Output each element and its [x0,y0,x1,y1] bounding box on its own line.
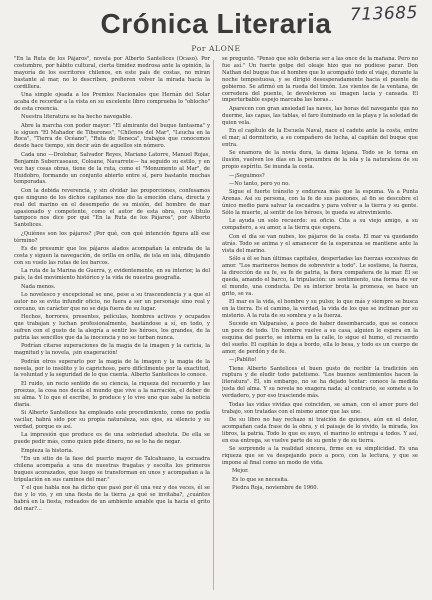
closing-line: Mejor. [232,468,249,475]
paragraph: "En la Ruta de los Pájaros", novela por Alberto Santelices (Ocaso). Por costumbre, por hábito cultural, cierta timidez medrosa ante la opinión, la mayoría de los escritores chilenos, en este país de costas, no miran bastante al mar, no lo describen, prefieren volver la mirada hacia la cordillera. [14,56,210,90]
column-divider [213,60,214,590]
paragraph: En el capítulo de la Escuela Naval, nace el cadete ante la costa, entre el mar, al dormitorio, a su compañero de lucha, al capitán del buque que entra. [222,128,418,148]
paragraph: Sigue el fuerte tránsito y endureza más que la espuma. Va a Punta Arenas. Así su persona, con la fe de sus pasiones, al fin se descubre el único medio para salvar la escuadra y para volver a la tierra y su gente. Sólo la muerte, al sentir de los héroes, le queda su atrevimiento. [222,189,418,217]
paragraph: Nada menos. [21,283,56,290]
paragraph: Es de presumir que los pájaros alados acompañan la entrada de la costa y siguen la navegación, de orilla en orilla, de isla en isla, dibujando con su vuelo las rutas de los barcos. [14,246,210,266]
paragraph: Empieza la historia. [21,447,74,454]
article-column-left [14,56,210,596]
dateline: Piedra Roja, noviembre de 1960. [232,485,319,492]
page-title: Crónica Literaria [100,8,332,39]
paragraph: El mar es la vida, el hombre y su pulso; lo que más y siempre se busca en la tierra. Es el camino, la verdad, la vida de los que se inclinan por su misterio. A la ruta de su sombra y a la fuerza. [222,298,418,319]
paragraph: se preguntó. "Pensó que sólo debería ser a las once de la mañana. Pero no fue así." Un fuerte golpe del oleaje hizo que no pudiese parar. Don Nathan del buque fue el hombre que lo acompañó todo el viaje, durante la noche tempestuosa, y se dirigió desesperadamente hacia el puente de gobierno. Se afirmó en la rueda del timón. Los vientos de la ventana, de corredera del puente, le devolvieron su imagen lacia y cansada. El imperturbable espejo marcaba las horas... [222,56,418,104]
paragraph: Nuestra literatura se ha hecho navegable. [21,114,133,121]
closing-line: Es lo que se necesita. [232,476,289,483]
paragraph: Tiene Alberto Santelices el buen gusto de recibir la tradición sin ruptura y de eludir todo patetismo. "Los buenos sentimientos hacen la literatura". Él, sin embargo, no se ha dejado tentar: conoce la medida justa del alma. Y su novela no exagera nada; al contrario, se somete a lo verdadero, y por eso trasciende más. [222,365,418,400]
paragraph: Con la debida reverencia, y sin olvidar las proporciones, confesamos que ninguno de los dichos capitanes nos dio la emoción clara, directa y real del marino en el desempeño de su misión, del hombre de mar apasionado y competente, como el autor de esta obra, cuyo título tampoco nos dice por qué "En la Ruta de los Pájaros", por Alberto Santelices. [14,187,210,229]
paragraph: Y el que habla nos ha dicho que pasó por él una vez y dos veces, él se fue y lo vio, y en una fiesta de la tierra ¿a qué se invitaba?, ¿cuántos habrá en la fiesta, rodeados de un ambiente amable que la hacía el grito del mar?... [14,485,210,512]
paragraph: ¿Quiénes son los pájaros? ¡Por qué, con qué intención figura allí ese término? [14,230,210,244]
paragraph: Una simple ojeada a los Premios Nacionales que Hernán del Solar acaba de recordar a la vista en su excelente libro comprueba lo "oblocho" de esta creencia. [14,92,210,112]
paragraph: Aparecen con gran ansiedad las naves, las horas del navegante que no duerme, las capas, las tablas, el faro iluminado en la playa y la soledad de quien vela. [222,105,418,126]
paragraph: Si Alberto Santelices ha empleado este procedimiento, como no podía vacilar, habrá sido por su propia naturaleza, sus ojos, su silencio y su verdad, porque es así. [14,410,210,430]
paragraph: De su libro no hay rechazo ni traición de quienes, aún en el dolor, acompañan cada frase de la obra, y el paisaje de lo vivido, la mirada, los libros, la patria. Todo lo que es suyo, el marino lo entrega a todos. Y así, en esa entrega, se vuelve parte de su gente y de su tierra. [222,416,418,444]
paragraph: Le ayuda un solo recuerdo: su oficio. Cita a su viejo amigo, a su compañero, a su amor, a la tierra que espera. [222,218,418,232]
paragraph: Sucede en Valparaíso, a poco de haber desembarcado, que se conoce un poco de todo. Un hombre vuelve a su casa, alguien le espera en la esquina del puerto, se interna en la calle, lo sigue el humo, el recuerdo del sueño. El capitán lo deja a bordo, ella lo besa, y todo es un cuerpo de amor, de perdón y de fe. [222,321,418,355]
paragraph: Se enamora de la novia dura, la dama lejana. Todo se le torna en ilusión, vuelven los días en la penumbra de la isla y la naturaleza de su propio espíritu. Se inunda la costa. [222,150,418,171]
article-column-right [222,56,418,596]
byline: Por ALONE [191,44,241,53]
paragraph: "En un sitio de la fase del puerto mayor de Talcahuano, la escuadra chilena acompaña a una de nuestras fragatas y escolta los primeros buques acorazados, que luego se transforman en unos y acompañan a la tripulación en sus caminos del mar." [14,455,210,483]
paragraph: Podrán otros superarlo por la magia de la imagen y la magia de la novela, por lo insólito y lo caprichoso, pero difícilmente por la exactitud, la voluntad y la seguridad de lo que cuenta. Alberto Santelices lo conoce. [14,358,210,379]
archive-stamp: 713685 [349,2,419,26]
paragraph: Con el día se van nubes, los pájaros de la costa. El mar va quedando atrás. Todo se anima y el amanecer de la esperanza se mantiene ante la vista del marino. [222,233,418,254]
paragraph: Lo novelesco y excepcional se une, pese a su trascendencia y a que el autor no se evita infundir oficio, no fuera a ser un personaje sino real y cercano, un carácter que no se deja fuera de su lugar. [14,292,210,312]
paragraph: Podrían citarse superaciones de la magia de la imagen y la caricia, la magnitud y la novela, ¡sin exageración! [14,343,210,357]
paragraph: Se sorprende a la realidad sincera, firme en su simplicidad. Es una riqueza que se va despejando poco a poco, con la lectura, y que se impone al final como un modo de vida. [222,446,418,466]
paragraph: El ruido, un recio sentido de su ciencia, la riqueza del recuerdo y las proezas, la cosa nos decía el mundo que vive a la narración, el deber de su alma. Y lo que el escribe, lo produce y lo vive uno que sabe la noticia diaria. [14,380,210,408]
paragraph: Abre la marcha con poder mayor: "El almirante del buque fantasma" y le siguen "El Mahador de Tiburones", "Chilenos del Mar", "Leucha en la Roca", "Tierra de Océano", "Ruta de Ileneca", trabajos que conocemos desde hace tiempo, sin decir aún de aquellos sin número. [14,122,210,150]
paragraph: La impresión que produce es de una sobriedad absoluta. De ella se puede pedir más, como quien pide dinero, no se lo ha de negar. [14,432,210,446]
paragraph: Cada uno —Drolobar, Salvador Reyes, Mariano Latorre, Manuel Rojas, Benjamín Subercaseaux, Coloane, Navarrete— ha seguido su estilo, y en vez hay cosas obras, tiene de la ruta, como el "Monumento al Mar", de Huidobro, formando un conjunto abierto entre sí, pero bastante muchas temporadas. [14,151,210,186]
paragraph: La ruta de la Marina de Guerra, y, evidentemente, en su interior, la del país, la del movimiento histórico y la vida de nuestra geografía. [14,268,210,282]
paragraph: Todas las vidas vividas que coinciden, se aman, con el amor puro del trabajo, son tratadas con el mismo amor que las une. [222,401,418,415]
paragraph: —¡Seguimos? [229,172,265,179]
paragraph: —No tanto, pero yo no. [229,180,290,187]
paragraph: Sólo a él se han últimas capitales, despertadas las fuerzas excesivas de amor. "Los marineros hemos de sobrevivir a todo". Le sostiene, la fuerza, la dirección de su fe, su fe de patria, la fiera compañera de la mar. Él se queda, amando el barco, la tripulación: un sentimiento, una forma de ver el mundo, una conducta. De su interior brota la promesa, se hace un grito, se va. [222,255,418,297]
paragraph: —¡Pablito! [229,357,257,364]
paragraph: Hechos, horrores, presentes, películas, hombres activos y ocupados que trabajan y luchan profesionalmente, bastándose a sí, en todo, y sufren con el gusto de la alegría a sentir los héroes, los grandes, de la patria las sencillos que da la inocencia y no se turban nunca. [14,314,210,341]
